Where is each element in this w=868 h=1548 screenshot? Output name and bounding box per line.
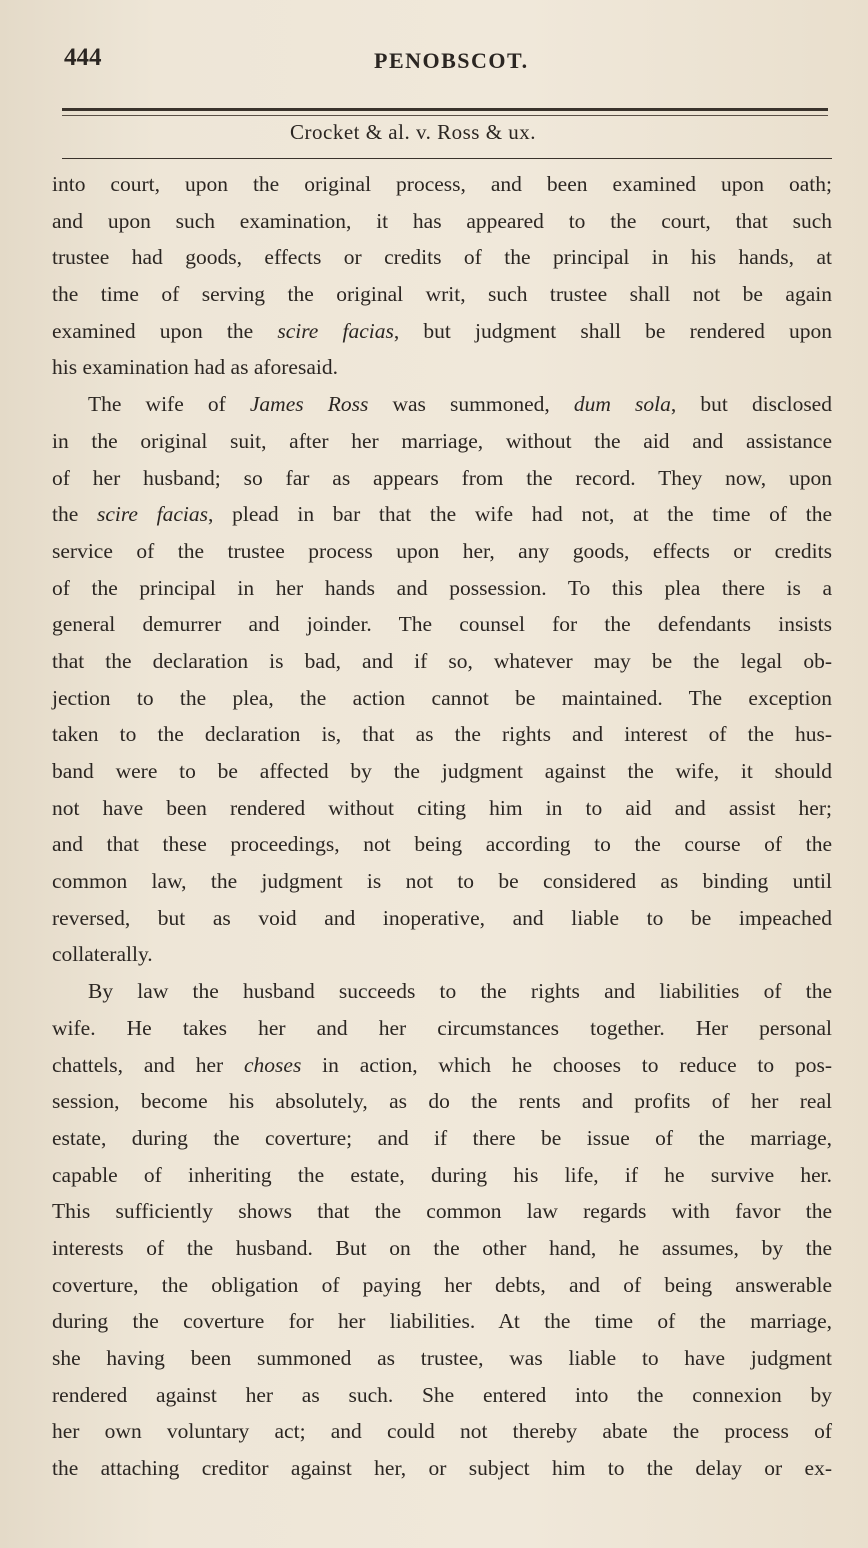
text-line: collaterally. (52, 942, 153, 967)
text-line: session, become his absolutely, as do the rents and profits of her real (52, 1089, 832, 1114)
text-run: was summoned, (368, 392, 574, 417)
paragraph-start-line: By law the husband succeeds to the rights and liabilities of the (88, 979, 832, 1004)
body-text (52, 166, 832, 1487)
text-line: taken to the declaration is, that as the rights and interest of the hus- (52, 722, 832, 747)
text-line: band were to be affected by the judgment against the wife, it should (52, 759, 832, 783)
text-line: trustee had goods, effects or credits of the principal in his hands, at (52, 245, 832, 270)
text-run: , plead in bar that the wife had not, at the time of the (208, 502, 832, 527)
italic-term: scire facias (277, 318, 394, 343)
text-line: and upon such examination, it has appeared to the court, that such (52, 208, 832, 233)
text-line: reversed, but as void and inoperative, and liable to be impeached (52, 905, 832, 930)
italic-term: choses (244, 1052, 302, 1077)
text-run: , but disclosed (670, 392, 832, 417)
text-line: rendered against her as such. She entered into the connexion by (52, 1382, 832, 1407)
paragraph-start-line (52, 386, 832, 423)
text-line: the attaching creditor against her, or subject him to the delay or ex- (52, 1456, 832, 1481)
header-rule-thin (62, 115, 828, 116)
italic-term: dum sola (573, 392, 671, 417)
text-line: of her husband; so far as appears from the record. They now, upon (52, 465, 832, 490)
running-head: PENOBSCOT. (374, 48, 529, 73)
text-line: wife. He takes her and her circumstances together. Her personal (52, 1015, 832, 1040)
text-line: in the original suit, after her marriage, without the aid and assistance (52, 428, 832, 453)
text-line: capable of inheriting the estate, during his life, if he survive her. (52, 1162, 832, 1187)
text-line: common law, the judgment is not to be considered as binding until (52, 869, 832, 894)
text-line: general demurrer and joinder. The counsel for the defendants insists (52, 612, 832, 637)
text-line: service of the trustee process upon her, any goods, effects or credits (52, 538, 832, 563)
text-line: into court, upon the original process, and been examined upon oath; (52, 172, 832, 196)
text-line: that the declaration is bad, and if so, whatever may be the legal ob- (52, 648, 832, 673)
text-run: the (52, 502, 97, 527)
text-line: This sufficiently shows that the common law regards with favor the (52, 1199, 832, 1224)
header-rule (62, 108, 828, 111)
italic-name: James Ross (249, 392, 369, 417)
text-line (52, 1047, 832, 1084)
text-run: chattels, and her (52, 1052, 244, 1077)
italic-term: scire facias (96, 502, 209, 527)
text-line (52, 313, 832, 350)
text-line: her own voluntary act; and could not thereby abate the process of (52, 1419, 832, 1444)
case-title: Crocket & al. v. Ross & ux. (290, 120, 537, 144)
text-line: the time of serving the original writ, such trustee shall not be again (52, 282, 832, 307)
text-line: jection to the plea, the action cannot be maintained. The exception (52, 685, 832, 710)
text-line (52, 496, 832, 533)
text-run: , but judgment shall be rendered upon (393, 318, 832, 343)
text-line: estate, during the coverture; and if there be issue of the marriage, (52, 1125, 832, 1150)
page-number: 444 (64, 44, 102, 71)
text-line: interests of the husband. But on the other hand, he assumes, by the (52, 1235, 832, 1260)
case-title-rule (62, 158, 832, 159)
text-line: during the coverture for her liabilities. At the time of the marriage, (52, 1309, 832, 1334)
text-run: examined upon the (52, 318, 278, 343)
text-run: in action, which he chooses to reduce to pos- (301, 1052, 832, 1077)
text-line: of the principal in her hands and possession. To this plea there is a (52, 575, 832, 600)
text-line: she having been summoned as trustee, was liable to have judgment (52, 1346, 832, 1370)
text-line: not have been rendered without citing him in to aid and assist her; (52, 795, 832, 820)
text-line: and that these proceedings, not being according to the course of the (52, 832, 832, 857)
text-line: coverture, the obligation of paying her debts, and of being answerable (52, 1272, 832, 1297)
text-run: The wife of (88, 392, 250, 417)
text-line: his examination had as aforesaid. (52, 355, 338, 380)
